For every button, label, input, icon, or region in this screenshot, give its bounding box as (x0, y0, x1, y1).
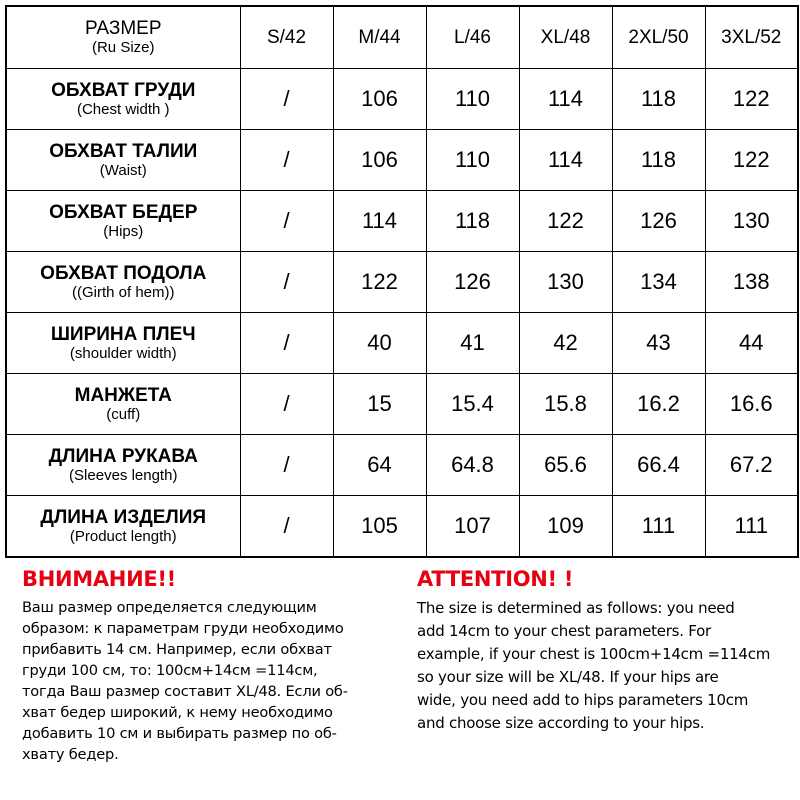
measurement-value-cell: 130 (705, 191, 798, 252)
table-row (6, 374, 798, 435)
table-row (6, 496, 798, 558)
notice-english-text (417, 597, 800, 735)
measurement-value-cell: 110 (426, 130, 519, 191)
measurement-name-ru: МАНЖЕТА (74, 384, 172, 406)
measurement-value-cell: 66.4 (612, 435, 705, 496)
notice-russian-title: ВНИМАНИЕ!! (22, 567, 176, 591)
size-header-cell: M/44 (333, 6, 426, 69)
measurement-value-cell: 43 (612, 313, 705, 374)
measurement-name-ru: ШИРИНА ПЛЕЧ (50, 323, 196, 345)
measurement-value-cell: / (240, 496, 333, 558)
measurement-value-cell: 65.6 (519, 435, 612, 496)
measurement-name-ru: ОБХВАТ БЕДЕР (49, 201, 198, 223)
measurement-value-cell: / (240, 313, 333, 374)
measurement-value-cell: 134 (612, 252, 705, 313)
measurement-value-cell: 114 (519, 69, 612, 130)
measurement-label-cell (6, 435, 240, 496)
size-header-cell: XL/48 (519, 6, 612, 69)
measurement-value-cell: / (240, 435, 333, 496)
notice-line: The size is determined as follows: you need (417, 599, 735, 617)
measurement-value-cell: 118 (426, 191, 519, 252)
header-row (6, 6, 798, 69)
measurement-value-cell: 111 (612, 496, 705, 558)
measurement-name-en: (Product length) (69, 527, 177, 545)
measurement-value-cell: 42 (519, 313, 612, 374)
table-row (6, 191, 798, 252)
measurement-value-cell: 118 (612, 130, 705, 191)
table-row (6, 252, 798, 313)
measurement-value-cell: 126 (612, 191, 705, 252)
size-header-cell: 3XL/52 (705, 6, 798, 69)
notice-line: and choose size according to your hips. (417, 714, 705, 732)
measurement-value-cell: 16.6 (705, 374, 798, 435)
notice-line: хвату бедер. (22, 746, 119, 763)
measurement-name-ru: ОБХВАТ ГРУДИ (51, 79, 196, 101)
measurement-label-cell (6, 374, 240, 435)
notice-line: прибавить 14 см. Например, если обхват (22, 641, 332, 658)
measurement-value-cell: 105 (333, 496, 426, 558)
measurement-name-ru: ДЛИНА РУКАВА (48, 445, 198, 467)
table-row (6, 69, 798, 130)
measurement-value-cell: 15.8 (519, 374, 612, 435)
measurement-value-cell: / (240, 130, 333, 191)
notice-line: добавить 10 см и выбирать размер по об- (22, 725, 337, 742)
measurement-value-cell: 109 (519, 496, 612, 558)
measurement-label-cell (6, 313, 240, 374)
measurement-label-cell (6, 191, 240, 252)
table-row (6, 435, 798, 496)
measurement-label-cell (6, 252, 240, 313)
notice-english (417, 567, 800, 735)
measurement-value-cell: 110 (426, 69, 519, 130)
measurement-value-cell: / (240, 252, 333, 313)
notice-line: example, if your chest is 100cm+14cm =114cm (417, 645, 771, 663)
measurement-name-en: (Sleeves length) (69, 466, 178, 484)
measurement-value-cell: / (240, 374, 333, 435)
header-label-sub: (Ru Size) (91, 39, 155, 56)
measurement-name-en: (Hips) (103, 222, 144, 240)
measurement-value-cell: 64.8 (426, 435, 519, 496)
measurement-value-cell: 15 (333, 374, 426, 435)
measurement-name-ru: ДЛИНА ИЗДЕЛИЯ (40, 506, 207, 528)
measurement-value-cell: 126 (426, 252, 519, 313)
measurement-label-cell (6, 130, 240, 191)
header-label-cell (6, 6, 240, 69)
notice-line: хват бедер широкий, к нему необходимо (22, 704, 333, 721)
notice-line: тогда Ваш размер составит XL/48. Если об- (22, 683, 348, 700)
notice-line: so your size will be XL/48. If your hips are (417, 668, 719, 686)
measurement-value-cell: 40 (333, 313, 426, 374)
notice-english-title: ATTENTION! ! (417, 567, 574, 591)
measurement-value-cell: / (240, 191, 333, 252)
measurement-name-en: ((Girth of hem)) (71, 283, 175, 301)
notice-russian (22, 567, 407, 765)
notice-line: wide, you need add to hips parameters 10cm (417, 691, 749, 709)
measurement-value-cell: 114 (333, 191, 426, 252)
header-label-main: РАЗМЕР (84, 18, 162, 39)
measurement-value-cell: 118 (612, 69, 705, 130)
measurement-value-cell: 130 (519, 252, 612, 313)
notice-line: образом: к параметрам груди необходимо (22, 620, 344, 637)
measurement-name-en: (Chest width ) (76, 100, 170, 118)
table-row (6, 313, 798, 374)
notice-line: Ваш размер определяется следующим (22, 599, 317, 616)
measurement-value-cell: 67.2 (705, 435, 798, 496)
measurement-value-cell: 138 (705, 252, 798, 313)
measurement-name-ru: ОБХВАТ ПОДОЛА (40, 262, 207, 284)
measurement-value-cell: 15.4 (426, 374, 519, 435)
size-header-cell: L/46 (426, 6, 519, 69)
notice-line: add 14cm to your chest parameters. For (417, 622, 711, 640)
measurement-name-en: (shoulder width) (69, 344, 177, 362)
measurement-value-cell: 122 (705, 69, 798, 130)
measurement-value-cell: 122 (333, 252, 426, 313)
measurement-value-cell: 122 (705, 130, 798, 191)
measurement-value-cell: 41 (426, 313, 519, 374)
measurement-value-cell: 107 (426, 496, 519, 558)
measurement-name-en: (cuff) (106, 405, 141, 423)
notice-line: груди 100 см, то: 100см+14см =114см, (22, 662, 318, 679)
measurement-name-ru: ОБХВАТ ТАЛИИ (49, 140, 198, 162)
measurement-value-cell: 44 (705, 313, 798, 374)
measurement-label-cell (6, 496, 240, 558)
size-header-cell: 2XL/50 (612, 6, 705, 69)
measurement-label-cell (6, 69, 240, 130)
table-row (6, 130, 798, 191)
measurement-value-cell: 122 (519, 191, 612, 252)
measurement-value-cell: 106 (333, 69, 426, 130)
measurement-name-en: (Waist) (99, 161, 147, 179)
size-chart-table (5, 5, 799, 558)
size-header-cell: S/42 (240, 6, 333, 69)
measurement-value-cell: 114 (519, 130, 612, 191)
measurement-value-cell: 111 (705, 496, 798, 558)
measurement-value-cell: 64 (333, 435, 426, 496)
measurement-value-cell: / (240, 69, 333, 130)
measurement-value-cell: 106 (333, 130, 426, 191)
measurement-value-cell: 16.2 (612, 374, 705, 435)
notice-russian-text (22, 597, 407, 765)
